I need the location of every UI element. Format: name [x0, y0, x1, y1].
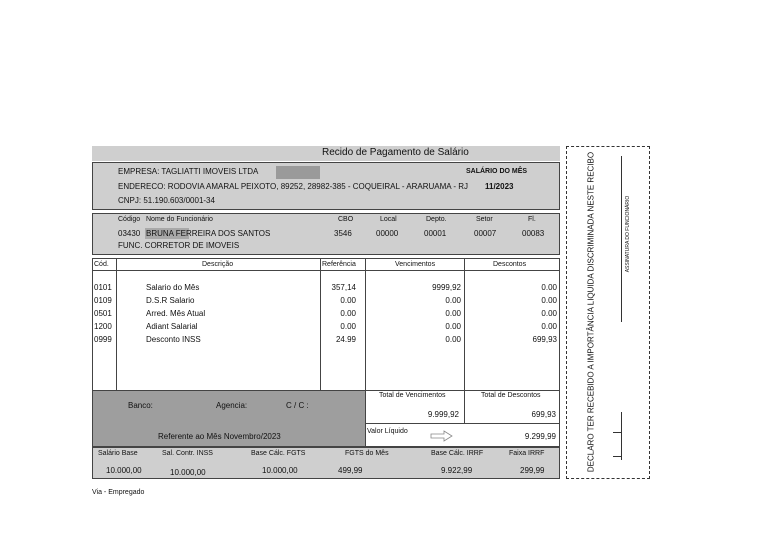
row-ref: 357,14	[331, 283, 356, 292]
header-setor: Setor	[476, 216, 493, 223]
row-venc: 9999,92	[432, 283, 461, 292]
liquido-value: 9.299,99	[524, 432, 556, 441]
employee-function: FUNC. CORRETOR DE IMOVEIS	[118, 241, 240, 250]
base-value-salario: 10.000,00	[106, 466, 142, 475]
row-venc: 0.00	[445, 322, 461, 331]
employee-cbo: 3546	[334, 229, 352, 238]
row-disc: 0.00	[541, 296, 557, 305]
declaration-text: DECLARO TER RECEBIDO A IMPORTÂNCIA LIQUIDA DISCRIMINADA NESTE RECIBO	[586, 151, 596, 473]
base-value-fgts-mes: 499,99	[338, 466, 363, 475]
col-cod: Cód.	[94, 261, 109, 268]
employee-name: BRUNA FERREIRA DOS SANTOS	[146, 229, 271, 238]
col-desc: Descrição	[202, 261, 234, 268]
row-desc: Salario do Mês	[146, 283, 200, 292]
table-row: 0999	[94, 335, 112, 344]
company-cnpj: CNPJ: 51.190.603/0001-34	[118, 196, 215, 205]
company-address: ENDERECO: RODOVIA AMARAL PEIXOTO, 89252, 28982-385 - COQUEIRAL - ARARUAMA - RJ	[118, 182, 469, 191]
via-label: Via - Empregado	[92, 489, 145, 496]
table-row: 1200	[94, 322, 112, 331]
base-value-fgts: 10.000,00	[262, 466, 298, 475]
total-desc-label: Total de Descontos	[481, 392, 541, 399]
period-label: SALÁRIO DO MÊS	[466, 168, 528, 175]
table-row: 0101	[94, 283, 112, 292]
base-value-irrf: 9.922,99	[441, 466, 473, 475]
total-venc-label: Total de Vencimentos	[379, 392, 446, 399]
row-venc: 0.00	[445, 296, 461, 305]
base-label-fgts: Base Cálc. FGTS	[251, 450, 306, 457]
base-label-inss: Sal. Contr. INSS	[162, 450, 213, 457]
col-disc: Descontos	[493, 261, 527, 268]
header-name: Nome do Funcionário	[146, 216, 213, 223]
header-depto: Depto.	[426, 216, 447, 223]
row-ref: 0.00	[340, 322, 356, 331]
row-disc: 0.00	[541, 283, 557, 292]
base-label-fgts-mes: FGTS do Mês	[345, 450, 389, 457]
signature-line	[621, 156, 622, 322]
base-label-salario: Salário Base	[98, 450, 138, 457]
redaction-mark	[276, 166, 320, 179]
row-disc: 0.00	[541, 322, 557, 331]
row-ref: 24.99	[335, 335, 356, 344]
date-line	[621, 412, 622, 460]
row-disc: 0.00	[541, 309, 557, 318]
row-ref: 0.00	[340, 296, 356, 305]
header-local: Local	[380, 216, 397, 223]
referente-text: Referente ao Mês Novembro/2023	[158, 432, 281, 441]
employee-local: 00000	[376, 229, 399, 238]
employee-setor: 00007	[474, 229, 497, 238]
arrow-right-icon	[430, 429, 454, 441]
row-desc: D.S.R Salario	[146, 296, 195, 305]
period-value: 11/2023	[485, 182, 514, 191]
header-cbo: CBO	[338, 216, 354, 223]
signature-label: ASSINATURA DO FUNCIONÁRIO	[625, 195, 631, 273]
row-venc: 0.00	[445, 309, 461, 318]
row-desc: Arred. Mês Atual	[146, 309, 206, 318]
receipt-title: Recido de Pagamento de Salário	[322, 147, 469, 158]
header-code: Código	[118, 216, 141, 223]
row-venc: 0.00	[445, 335, 461, 344]
base-label-faixa: Faixa IRRF	[509, 450, 545, 457]
employee-depto: 00001	[424, 229, 447, 238]
total-venc-value: 9.999,92	[427, 410, 459, 419]
total-desc-value: 699,93	[531, 410, 556, 419]
table-row: 0501	[94, 309, 112, 318]
col-ref: Referência	[322, 261, 356, 268]
table-row: 0109	[94, 296, 112, 305]
base-label-irrf: Base Cálc. IRRF	[431, 450, 484, 457]
employee-fl: 00083	[522, 229, 545, 238]
base-value-faixa: 299,99	[520, 466, 545, 475]
cc-label: C / C :	[286, 401, 309, 410]
bank-label: Banco:	[128, 401, 153, 410]
liquido-label: Valor Líquido	[367, 428, 408, 435]
company-name: EMPRESA: TAGLIATTI IMOVEIS LTDA	[118, 167, 259, 176]
header-fl: Fl.	[528, 216, 536, 223]
col-venc: Vencimentos	[395, 261, 436, 268]
agency-label: Agencia:	[216, 401, 248, 410]
declaration-box	[566, 146, 650, 479]
base-value-inss: 10.000,00	[170, 468, 206, 477]
row-disc: 699,93	[532, 335, 557, 344]
row-desc: Desconto INSS	[146, 335, 201, 344]
row-ref: 0.00	[340, 309, 356, 318]
employee-code: 03430	[118, 229, 141, 238]
row-desc: Adiant Salarial	[146, 322, 198, 331]
